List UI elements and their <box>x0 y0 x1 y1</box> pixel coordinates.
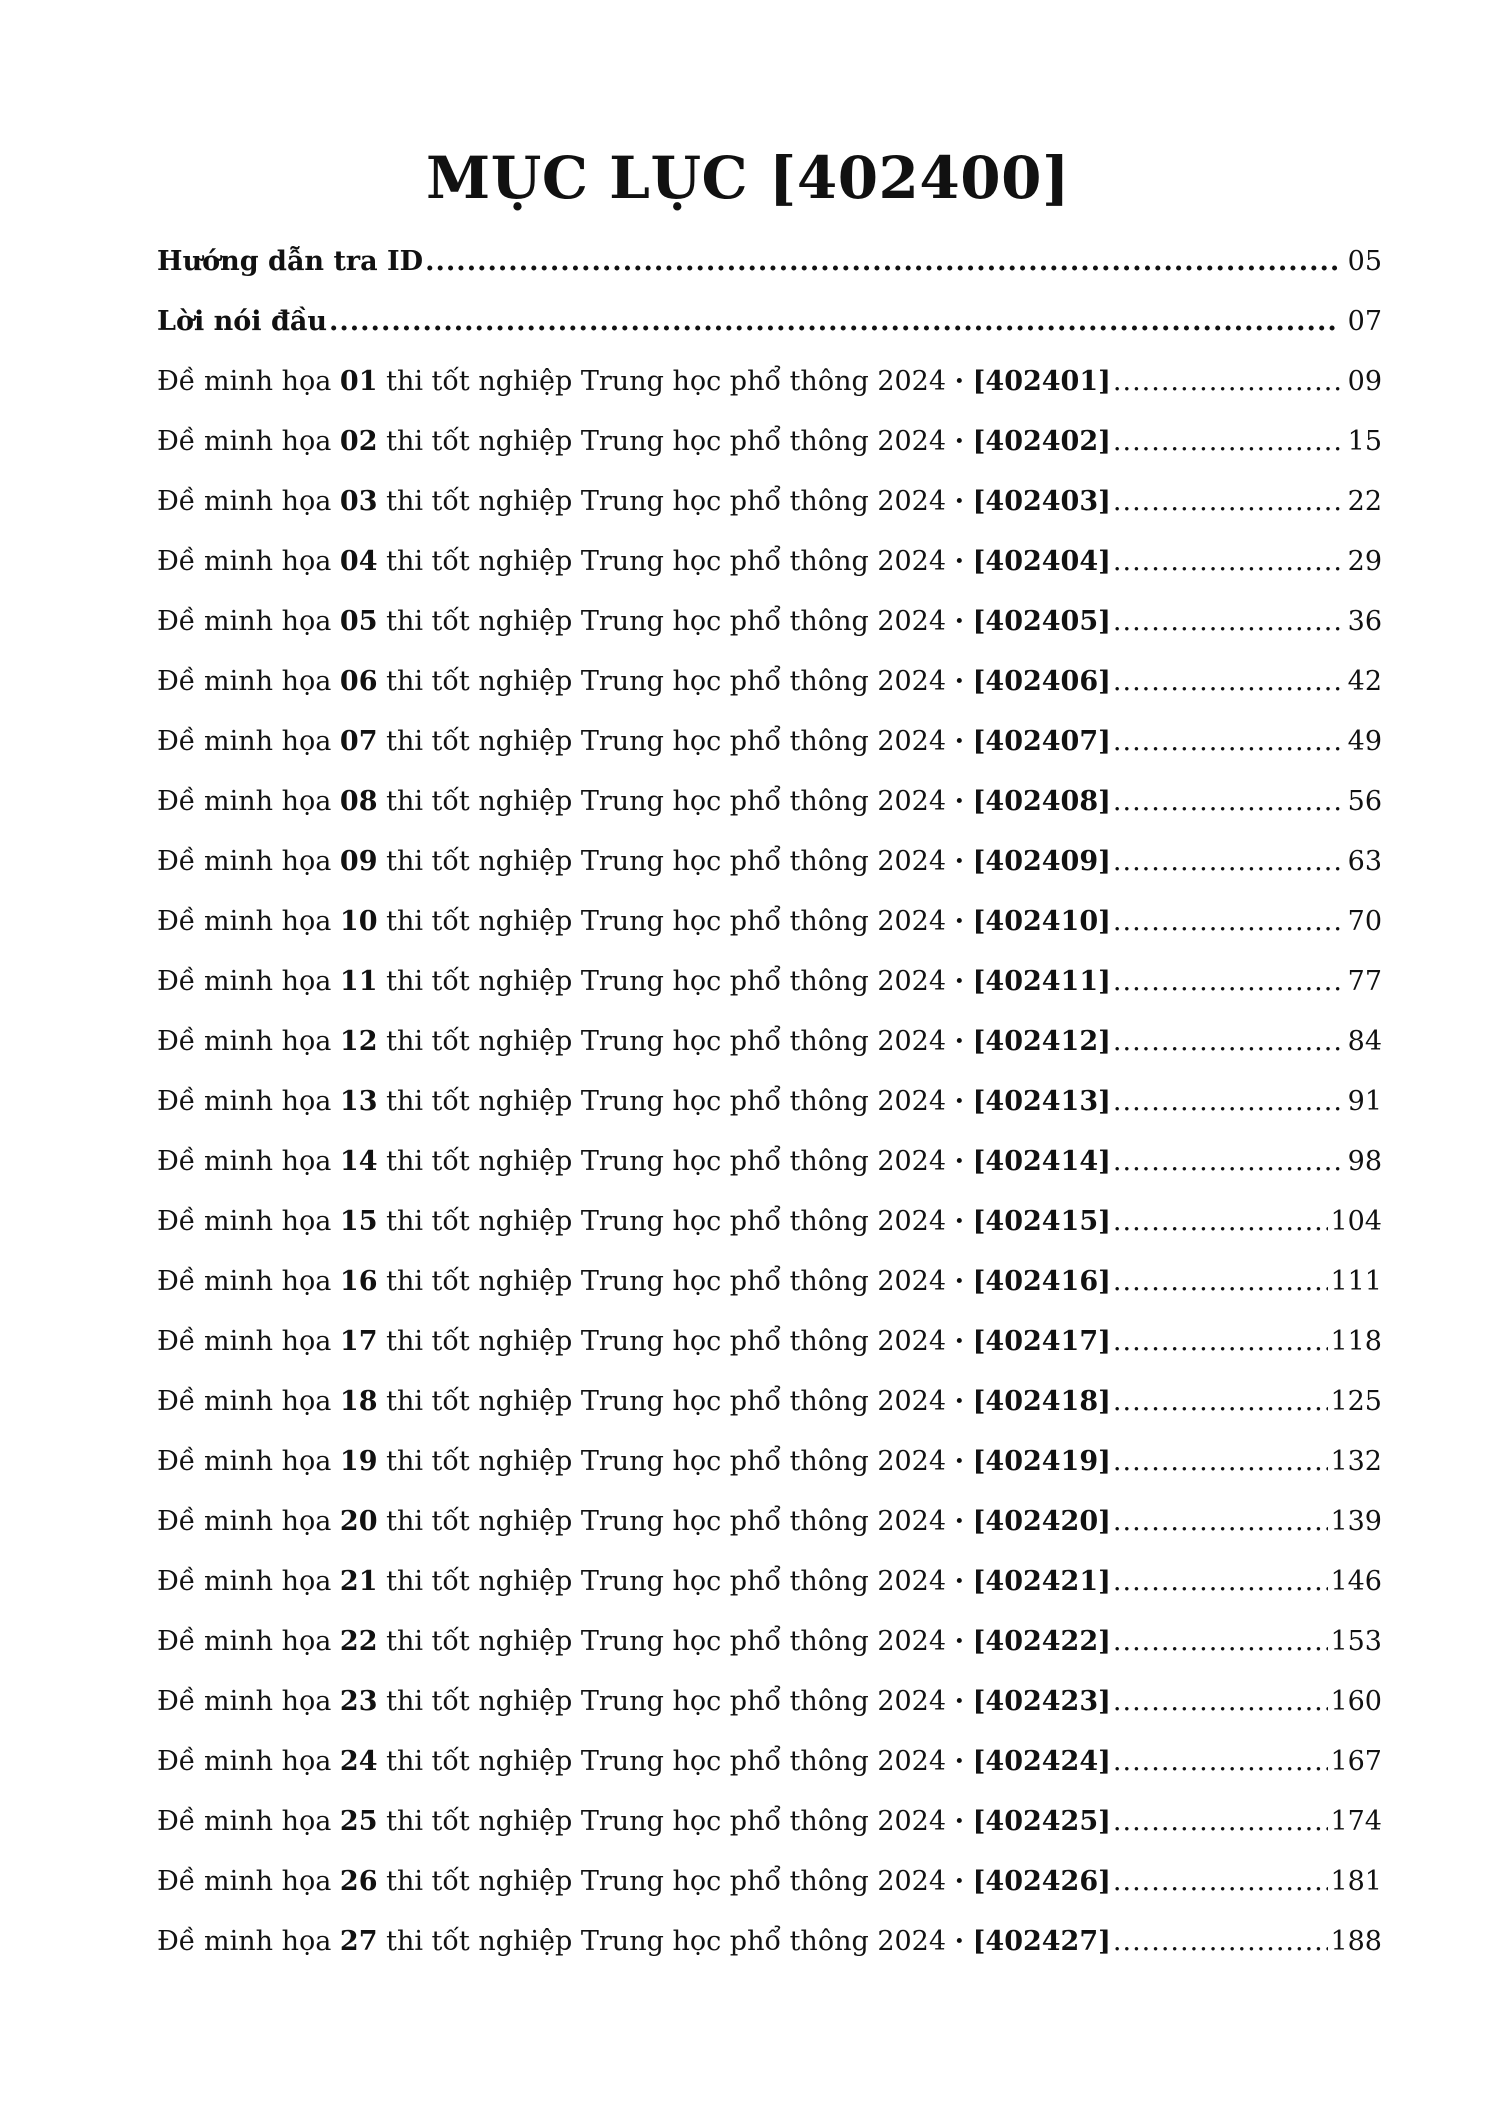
entry-description: thi tốt nghiệp Trung học phổ thông 2024 <box>386 1866 947 1897</box>
dot-leader <box>1113 1492 1329 1552</box>
toc-page-number: 139 <box>1330 1506 1382 1537</box>
toc-entry-label <box>157 1552 1111 1612</box>
entry-description: thi tốt nghiệp Trung học phổ thông 2024 <box>386 1266 947 1297</box>
toc-exam-entry[interactable] <box>157 352 1382 412</box>
toc-page-number: 56 <box>1347 786 1382 817</box>
toc-exam-entry[interactable] <box>157 1432 1382 1492</box>
entry-prefix: Đề minh họa <box>157 786 332 817</box>
toc-exam-entry[interactable] <box>157 532 1382 592</box>
toc-front-matter-guide[interactable] <box>157 232 1382 292</box>
entry-description: thi tốt nghiệp Trung học phổ thông 2024 <box>386 786 947 817</box>
entry-id: [402427] <box>972 1926 1111 1957</box>
toc-page-number: 167 <box>1330 1746 1382 1777</box>
entry-id: [402420] <box>972 1506 1111 1537</box>
dot-leader <box>1113 592 1340 652</box>
toc-entry-label <box>157 1372 1111 1432</box>
entry-number: 03 <box>339 486 378 517</box>
entry-description: thi tốt nghiệp Trung học phổ thông 2024 <box>386 1086 947 1117</box>
entry-prefix: Đề minh họa <box>157 1206 332 1237</box>
toc-entry-label <box>157 1312 1111 1372</box>
toc-page-number: 70 <box>1347 906 1382 937</box>
entry-prefix: Đề minh họa <box>157 1146 332 1177</box>
entry-prefix: Đề minh họa <box>157 1566 332 1597</box>
entry-description: thi tốt nghiệp Trung học phổ thông 2024 <box>386 366 947 397</box>
entry-number: 04 <box>339 546 378 577</box>
toc-exam-entry[interactable] <box>157 652 1382 712</box>
entry-number: 15 <box>339 1206 378 1237</box>
entry-id: [402423] <box>972 1686 1111 1717</box>
toc-entry-label <box>157 1432 1111 1492</box>
entry-number: 21 <box>339 1566 378 1597</box>
toc-entry-label <box>157 472 1111 532</box>
toc-front-matter-preface[interactable] <box>157 292 1382 352</box>
entry-number: 19 <box>339 1446 378 1477</box>
entry-prefix: Đề minh họa <box>157 366 332 397</box>
entry-prefix: Đề minh họa <box>157 726 332 757</box>
entry-description: thi tốt nghiệp Trung học phổ thông 2024 <box>386 846 947 877</box>
entry-number: 12 <box>339 1026 378 1057</box>
entry-number: 23 <box>339 1686 378 1717</box>
dot-leader <box>1113 1312 1329 1372</box>
entry-prefix: Đề minh họa <box>157 426 332 457</box>
toc-page-number: 132 <box>1330 1446 1382 1477</box>
entry-number: 06 <box>339 666 378 697</box>
toc-exam-entry[interactable] <box>157 1852 1382 1912</box>
entry-description: thi tốt nghiệp Trung học phổ thông 2024 <box>386 1506 947 1537</box>
dot-leader <box>1113 712 1340 772</box>
toc-exam-entry[interactable] <box>157 832 1382 892</box>
entry-description: thi tốt nghiệp Trung học phổ thông 2024 <box>386 1686 947 1717</box>
table-of-contents <box>157 232 1382 1972</box>
entry-separator: · <box>954 726 965 757</box>
entry-id: [402409] <box>972 846 1111 877</box>
dot-leader <box>1113 832 1340 892</box>
dot-leader <box>1113 1912 1329 1972</box>
toc-exam-entry[interactable] <box>157 1372 1382 1432</box>
dot-leader <box>1113 412 1340 472</box>
toc-entry-label <box>157 532 1111 592</box>
toc-page-number: 63 <box>1347 846 1382 877</box>
entry-number: 26 <box>339 1866 378 1897</box>
toc-entry-label: Lời nói đầu <box>157 306 327 337</box>
toc-exam-entry[interactable] <box>157 1612 1382 1672</box>
toc-exam-entry[interactable] <box>157 1732 1382 1792</box>
toc-page-number: 36 <box>1347 606 1382 637</box>
entry-id: [402414] <box>972 1146 1111 1177</box>
entry-number: 16 <box>339 1266 378 1297</box>
entry-prefix: Đề minh họa <box>157 846 332 877</box>
entry-prefix: Đề minh họa <box>157 1626 332 1657</box>
entry-description: thi tốt nghiệp Trung học phổ thông 2024 <box>386 546 947 577</box>
entry-prefix: Đề minh họa <box>157 906 332 937</box>
toc-exam-entry[interactable] <box>157 772 1382 832</box>
toc-entry-label <box>157 412 1111 472</box>
entry-description: thi tốt nghiệp Trung học phổ thông 2024 <box>386 1446 947 1477</box>
entry-number: 01 <box>339 366 378 397</box>
entry-number: 14 <box>339 1146 378 1177</box>
toc-exam-entry[interactable] <box>157 1312 1382 1372</box>
entry-separator: · <box>954 966 965 997</box>
entry-number: 02 <box>339 426 378 457</box>
entry-separator: · <box>954 1686 965 1717</box>
entry-id: [402404] <box>972 546 1111 577</box>
dot-leader <box>1113 1432 1329 1492</box>
toc-entry-label <box>157 892 1111 952</box>
entry-separator: · <box>954 546 965 577</box>
entry-description: thi tốt nghiệp Trung học phổ thông 2024 <box>386 966 947 997</box>
entry-separator: · <box>954 366 965 397</box>
dot-leader <box>1113 1672 1329 1732</box>
entry-separator: · <box>954 1926 965 1957</box>
entry-id: [402412] <box>972 1026 1111 1057</box>
entry-description: thi tốt nghiệp Trung học phổ thông 2024 <box>386 1326 947 1357</box>
entry-prefix: Đề minh họa <box>157 546 332 577</box>
toc-exam-entry[interactable] <box>157 1792 1382 1852</box>
entry-number: 17 <box>339 1326 378 1357</box>
toc-exam-entry[interactable] <box>157 1252 1382 1312</box>
entry-separator: · <box>954 786 965 817</box>
entry-number: 05 <box>339 606 378 637</box>
entry-separator: · <box>954 1866 965 1897</box>
toc-exam-entry[interactable] <box>157 1012 1382 1072</box>
toc-entry-label <box>157 1792 1111 1852</box>
toc-page-number: 104 <box>1330 1206 1382 1237</box>
toc-page-number: 07 <box>1347 306 1382 337</box>
entry-separator: · <box>954 606 965 637</box>
toc-exam-entry[interactable] <box>157 1072 1382 1132</box>
toc-page-number: 05 <box>1347 246 1382 277</box>
dot-leader <box>1113 1072 1340 1132</box>
entry-prefix: Đề minh họa <box>157 1266 332 1297</box>
entry-separator: · <box>954 1086 965 1117</box>
entry-description: thi tốt nghiệp Trung học phổ thông 2024 <box>386 1746 947 1777</box>
entry-id: [402407] <box>972 726 1111 757</box>
toc-entry-label <box>157 1732 1111 1792</box>
toc-exam-entry[interactable] <box>157 592 1382 652</box>
entry-id: [402419] <box>972 1446 1111 1477</box>
dot-leader <box>1113 1792 1329 1852</box>
toc-page-number: 49 <box>1347 726 1382 757</box>
entry-prefix: Đề minh họa <box>157 1386 332 1417</box>
toc-page-number: 160 <box>1330 1686 1382 1717</box>
entry-prefix: Đề minh họa <box>157 1326 332 1357</box>
toc-exam-entry[interactable] <box>157 472 1382 532</box>
dot-leader <box>1113 1132 1340 1192</box>
entry-number: 09 <box>339 846 378 877</box>
dot-leader <box>1113 1192 1329 1252</box>
entry-separator: · <box>954 1806 965 1837</box>
dot-leader <box>1113 532 1340 592</box>
toc-page-number: 188 <box>1330 1926 1382 1957</box>
dot-leader <box>1113 652 1340 712</box>
entry-id: [402416] <box>972 1266 1111 1297</box>
toc-entry-label <box>157 1492 1111 1552</box>
dot-leader <box>1113 1012 1340 1072</box>
dot-leader <box>1113 952 1340 1012</box>
entry-separator: · <box>954 486 965 517</box>
toc-exam-entry[interactable] <box>157 712 1382 772</box>
toc-entry-label <box>157 1852 1111 1912</box>
dot-leader <box>1113 772 1340 832</box>
toc-entry-label <box>157 352 1111 412</box>
page-title: MỤC LỤC [402400] <box>426 144 1070 212</box>
entry-description: thi tốt nghiệp Trung học phổ thông 2024 <box>386 1806 947 1837</box>
entry-number: 11 <box>339 966 378 997</box>
dot-leader <box>1113 1252 1329 1312</box>
toc-page-number: 09 <box>1347 366 1382 397</box>
toc-page-number: 42 <box>1347 666 1382 697</box>
dot-leader <box>1113 1372 1329 1432</box>
toc-page-number: 174 <box>1330 1806 1382 1837</box>
entry-description: thi tốt nghiệp Trung học phổ thông 2024 <box>386 1146 947 1177</box>
toc-page-number: 118 <box>1330 1326 1382 1357</box>
entry-prefix: Đề minh họa <box>157 1866 332 1897</box>
entry-separator: · <box>954 1146 965 1177</box>
entry-separator: · <box>954 846 965 877</box>
dot-leader <box>1113 1852 1329 1912</box>
entry-id: [402424] <box>972 1746 1111 1777</box>
toc-exam-entry[interactable] <box>157 952 1382 1012</box>
toc-page-number: 15 <box>1347 426 1382 457</box>
toc-page-number: 84 <box>1347 1026 1382 1057</box>
entry-id: [402402] <box>972 426 1111 457</box>
dot-leader <box>1113 1552 1329 1612</box>
toc-entry-label <box>157 1192 1111 1252</box>
entry-prefix: Đề minh họa <box>157 666 332 697</box>
entry-id: [402426] <box>972 1866 1111 1897</box>
entry-description: thi tốt nghiệp Trung học phổ thông 2024 <box>386 666 947 697</box>
entry-description: thi tốt nghiệp Trung học phổ thông 2024 <box>386 1026 947 1057</box>
toc-exam-entry[interactable] <box>157 1912 1382 1972</box>
entry-number: 18 <box>339 1386 378 1417</box>
toc-page-number: 111 <box>1330 1266 1382 1297</box>
entry-separator: · <box>954 1446 965 1477</box>
entry-number: 13 <box>339 1086 378 1117</box>
toc-entry-label <box>157 1672 1111 1732</box>
entry-id: [402411] <box>972 966 1111 997</box>
entry-id: [402425] <box>972 1806 1111 1837</box>
toc-page-number: 146 <box>1330 1566 1382 1597</box>
toc-page-number: 22 <box>1347 486 1382 517</box>
entry-separator: · <box>954 906 965 937</box>
entry-prefix: Đề minh họa <box>157 1686 332 1717</box>
toc-page-number: 77 <box>1347 966 1382 997</box>
entry-separator: · <box>954 666 965 697</box>
entry-number: 25 <box>339 1806 378 1837</box>
toc-page-number: 125 <box>1330 1386 1382 1417</box>
entry-number: 24 <box>339 1746 378 1777</box>
toc-entry-label <box>157 832 1111 892</box>
entry-prefix: Đề minh họa <box>157 1506 332 1537</box>
entry-prefix: Đề minh họa <box>157 1926 332 1957</box>
toc-entry-label <box>157 772 1111 832</box>
entry-prefix: Đề minh họa <box>157 966 332 997</box>
entry-id: [402403] <box>972 486 1111 517</box>
entry-id: [402422] <box>972 1626 1111 1657</box>
entry-id: [402413] <box>972 1086 1111 1117</box>
dot-leader <box>1113 352 1340 412</box>
toc-exam-entry[interactable] <box>157 1672 1382 1732</box>
toc-exam-entry[interactable] <box>157 1492 1382 1552</box>
toc-page-number: 181 <box>1330 1866 1382 1897</box>
dot-leader <box>1113 1612 1329 1672</box>
dot-leader <box>1113 892 1340 952</box>
entry-id: [402415] <box>972 1206 1111 1237</box>
entry-separator: · <box>954 1746 965 1777</box>
dot-leader <box>329 292 1340 352</box>
entry-separator: · <box>954 1386 965 1417</box>
entry-prefix: Đề minh họa <box>157 486 332 517</box>
entry-description: thi tốt nghiệp Trung học phổ thông 2024 <box>386 1626 947 1657</box>
toc-entry-label <box>157 1012 1111 1072</box>
toc-entry-label <box>157 952 1111 1012</box>
toc-entry-label <box>157 1252 1111 1312</box>
entry-separator: · <box>954 1206 965 1237</box>
toc-exam-entry[interactable] <box>157 1132 1382 1192</box>
toc-entry-label <box>157 592 1111 652</box>
dot-leader <box>1113 472 1340 532</box>
entry-number: 08 <box>339 786 378 817</box>
entry-description: thi tốt nghiệp Trung học phổ thông 2024 <box>386 426 947 457</box>
entry-number: 22 <box>339 1626 378 1657</box>
toc-entry-label <box>157 652 1111 712</box>
entry-number: 07 <box>339 726 378 757</box>
entry-description: thi tốt nghiệp Trung học phổ thông 2024 <box>386 486 947 517</box>
entry-separator: · <box>954 1626 965 1657</box>
entry-id: [402406] <box>972 666 1111 697</box>
entry-id: [402418] <box>972 1386 1111 1417</box>
entry-id: [402408] <box>972 786 1111 817</box>
entry-description: thi tốt nghiệp Trung học phổ thông 2024 <box>386 1926 947 1957</box>
dot-leader <box>1113 1732 1329 1792</box>
entry-prefix: Đề minh họa <box>157 1806 332 1837</box>
entry-id: [402405] <box>972 606 1111 637</box>
toc-entry-label <box>157 1072 1111 1132</box>
entry-separator: · <box>954 426 965 457</box>
entry-description: thi tốt nghiệp Trung học phổ thông 2024 <box>386 606 947 637</box>
entry-separator: · <box>954 1506 965 1537</box>
entry-prefix: Đề minh họa <box>157 1446 332 1477</box>
toc-entry-label: Hướng dẫn tra ID <box>157 246 424 277</box>
entry-id: [402401] <box>972 366 1111 397</box>
toc-entry-label <box>157 1132 1111 1192</box>
toc-page-number: 29 <box>1347 546 1382 577</box>
toc-page-number: 153 <box>1330 1626 1382 1657</box>
entry-number: 20 <box>339 1506 378 1537</box>
entry-id: [402410] <box>972 906 1111 937</box>
entry-description: thi tốt nghiệp Trung học phổ thông 2024 <box>386 1386 947 1417</box>
entry-number: 27 <box>339 1926 378 1957</box>
entry-description: thi tốt nghiệp Trung học phổ thông 2024 <box>386 1206 947 1237</box>
toc-entry-label <box>157 712 1111 772</box>
entry-separator: · <box>954 1326 965 1357</box>
toc-exam-entry[interactable] <box>157 1552 1382 1612</box>
dot-leader <box>425 232 1340 292</box>
entry-number: 10 <box>339 906 378 937</box>
entry-separator: · <box>954 1026 965 1057</box>
entry-description: thi tốt nghiệp Trung học phổ thông 2024 <box>386 1566 947 1597</box>
entry-separator: · <box>954 1566 965 1597</box>
toc-exam-entry[interactable] <box>157 892 1382 952</box>
entry-separator: · <box>954 1266 965 1297</box>
entry-id: [402417] <box>972 1326 1111 1357</box>
entry-prefix: Đề minh họa <box>157 1026 332 1057</box>
entry-description: thi tốt nghiệp Trung học phổ thông 2024 <box>386 906 947 937</box>
entry-prefix: Đề minh họa <box>157 1086 332 1117</box>
entry-description: thi tốt nghiệp Trung học phổ thông 2024 <box>386 726 947 757</box>
entry-prefix: Đề minh họa <box>157 606 332 637</box>
entry-id: [402421] <box>972 1566 1111 1597</box>
toc-page-number: 98 <box>1347 1146 1382 1177</box>
toc-page-number: 91 <box>1347 1086 1382 1117</box>
toc-entry-label <box>157 1612 1111 1672</box>
toc-exam-entry[interactable] <box>157 412 1382 472</box>
toc-entry-label <box>157 1912 1111 1972</box>
entry-prefix: Đề minh họa <box>157 1746 332 1777</box>
toc-exam-entry[interactable] <box>157 1192 1382 1252</box>
